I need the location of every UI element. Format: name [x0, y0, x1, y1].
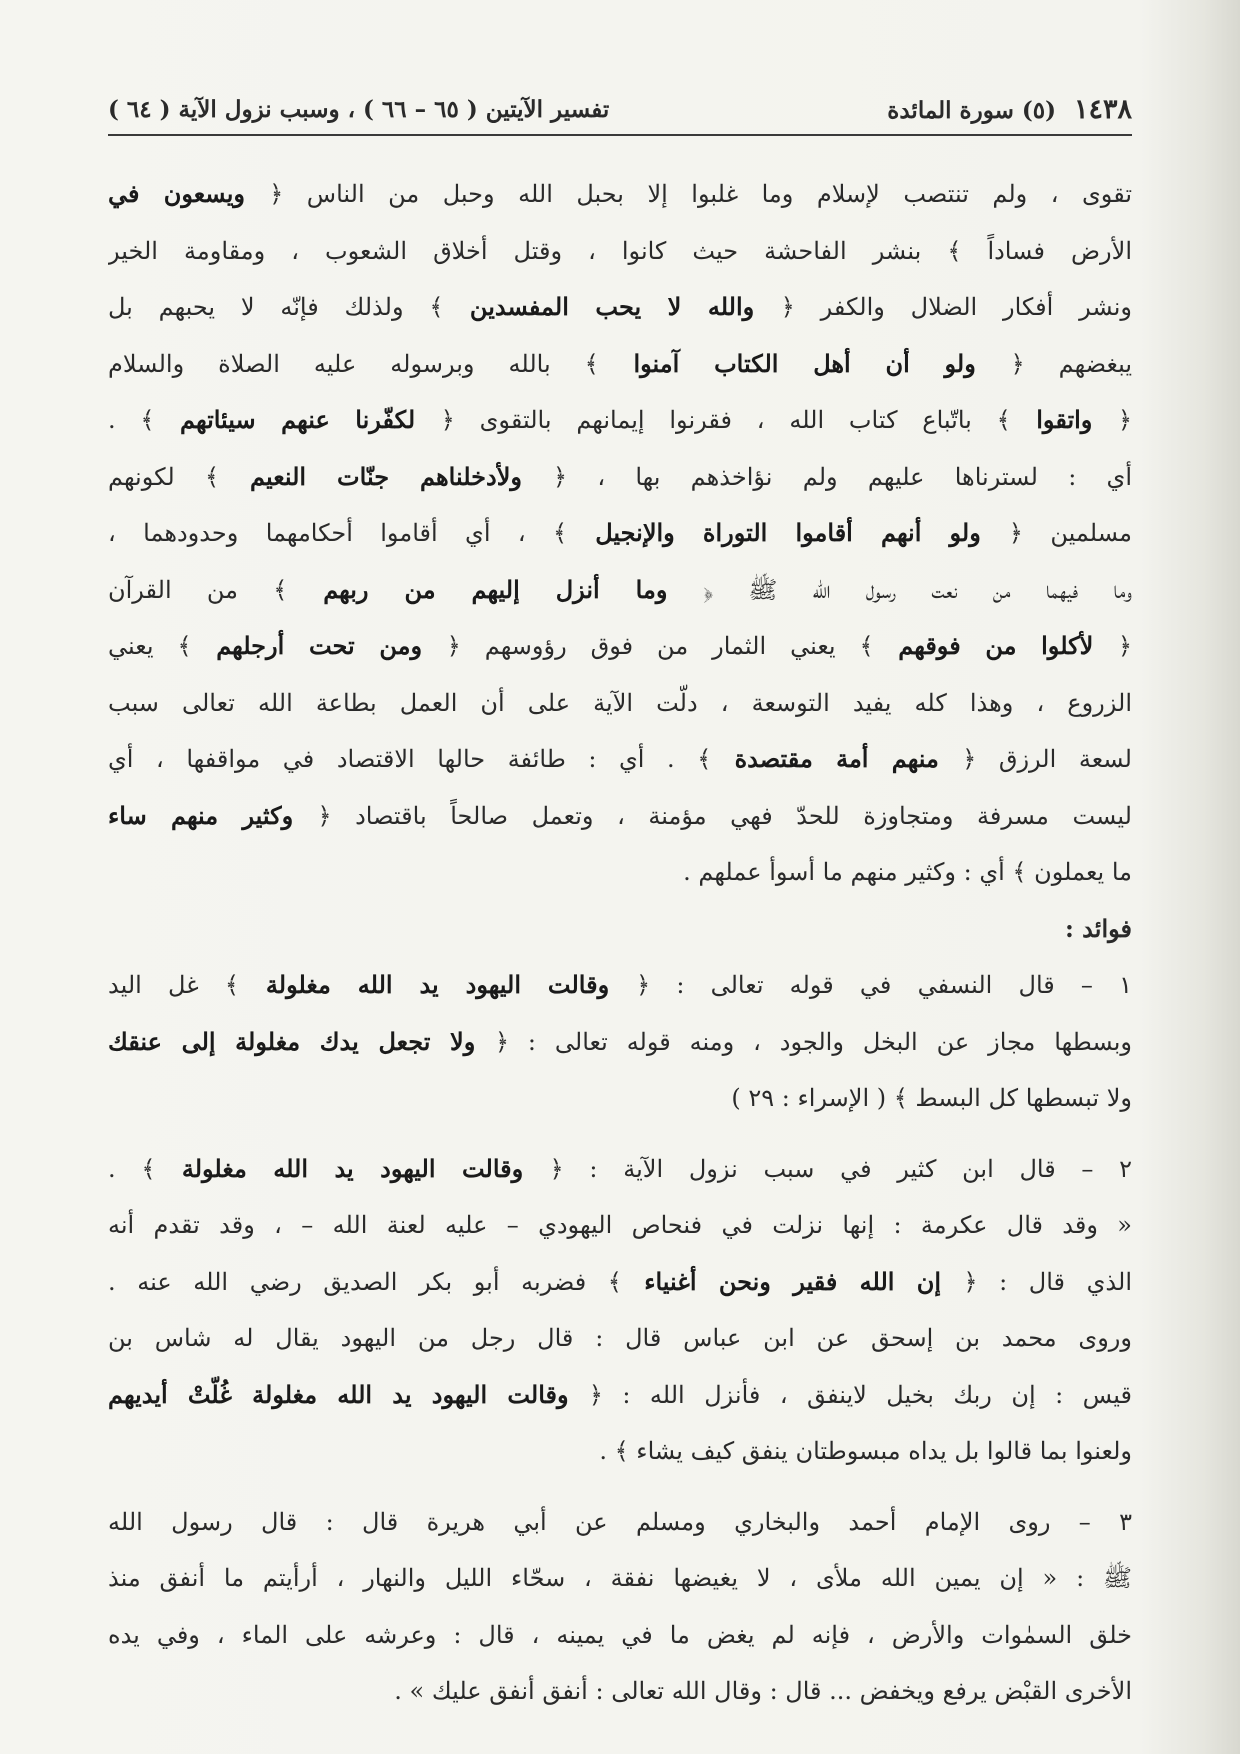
section-heading: فوائد :	[1064, 913, 1132, 943]
text-line: وروى محمد بن إسحق عن ابن عباس قال : قال رجل من اليهود يقال له شاس بن	[108, 1324, 1132, 1352]
page-number: ١٤٣٨	[1073, 93, 1132, 125]
text-line: ﴿ لأكلوا من فوقهم ﴾ يعني الثمار من فوق رؤوسهم ﴿ ومن تحت أرجلهم ﴾ يعني	[108, 631, 1132, 660]
paragraph-gap	[108, 1127, 1132, 1141]
text-line: ﴿ واتقوا ﴾ باتّباع كتاب الله ، فقرنوا إيمانهم بالتقوى ﴿ لكفّرنا عنهم سيئاتهم ﴾ .	[108, 405, 1132, 434]
text-line: ونشر أفكار الضلال والكفر ﴿ والله لا يحب المفسدين ﴾ ولذلك فإنّه لا يحبهم بل	[108, 292, 1132, 321]
text-line: ٢ – قال ابن كثير في سبب نزول الآية : ﴿ وقالت اليهود يد الله مغلولة ﴾ .	[108, 1153, 1132, 1183]
text-line: وبسطها مجاز عن البخل والجود ، ومنه قوله تعالى : ﴿ ولا تجعل يدك مغلولة إلى عنقك	[108, 1026, 1132, 1056]
text-line: ولا تبسطها كل البسط ﴾ ( الإسراء : ٢٩ )	[731, 1084, 1132, 1112]
text-line: الأخرى القبْض يرفع ويخفض ... قال : وقال الله تعالى : أنفق أنفق عليك » .	[394, 1677, 1132, 1705]
text-line: وما فيهما من نعت رسول الله ﷺ ﴿ وما أنزل إليهم من ربهم ﴾ من القرآن	[108, 574, 1132, 604]
text-line: ﷺ : « إن يمين الله ملأى ، لا يغيضها نفقة ، سحّاء الليل والنهار ، أرأيتم ما أنفق منذ	[108, 1564, 1132, 1592]
text-line: ١ – قال النسفي في قوله تعالى : ﴿ وقالت اليهود يد الله مغلولة ﴾ غل اليد	[108, 970, 1132, 999]
text-line: ما يعملون ﴾ أي : وكثير منهم ما أسوأ عملهم .	[683, 858, 1132, 886]
text-line: « وقد قال عكرمة : إنها نزلت في فنحاص اليهودي – عليه لعنة الله – ، وقد تقدم أنه	[108, 1211, 1132, 1239]
header-right-group	[887, 94, 1132, 125]
text-line: الأرض فساداً ﴾ بنشر الفاحشة حيث كانوا ، وقتل أخلاق الشعوب ، ومقاومة الخير	[108, 236, 1132, 265]
text-line: قيس : إن ربك بخيل لاينفق ، فأنزل الله : ﴿ وقالت اليهود يد الله مغلولة غُلّتْ أيديهم	[108, 1379, 1132, 1409]
page-body	[108, 166, 1132, 1720]
page-header	[108, 84, 1132, 136]
surah-name: (٥) سورة المائدة	[887, 96, 1056, 124]
running-title: تفسير الآيتين ( ٦٥ – ٦٦ ) ، وسبب نزول الآية ( ٦٤ )	[108, 95, 610, 123]
text-line: خلق السمٰوات والأرض ، فإنه لم يغض ما في يمينه ، قال : وعرشه على الماء ، وفي يده	[108, 1620, 1132, 1649]
text-line: أي : لسترناها عليهم ولم نؤاخذهم بها ، ﴿ ولأدخلناهم جنّات النعيم ﴾ لكونهم	[108, 461, 1132, 491]
paragraph-gap	[108, 1480, 1132, 1494]
text-line: الزروع ، وهذا كله يفيد التوسعة ، دلّت الآية على أن العمل بطاعة الله تعالى سبب	[108, 688, 1132, 717]
text-line: لسعة الرزق ﴿ منهم أمة مقتصدة ﴾ . أي : طائفة حالها الاقتصاد في مواقفها ، أي	[108, 744, 1132, 773]
text-line: تقوى ، ولم تنتصب لإسلام وما غلبوا إلا بحبل الله وحبل من الناس ﴿ ويسعون في	[108, 179, 1132, 208]
text-line: ٣ – روى الإمام أحمد والبخاري ومسلم عن أبي هريرة قال : قال رسول الله	[108, 1507, 1132, 1536]
text-line: ليست مسرفة ومتجاوزة للحدّ فهي مؤمنة ، وتعمل صالحاً باقتصاد ﴿ وكثير منهم ساء	[108, 800, 1132, 830]
text-line: يبغضهم ﴿ ولو أن أهل الكتاب آمنوا ﴾ بالله وبرسوله عليه الصلاة والسلام	[108, 348, 1132, 378]
text-line: ولعنوا بما قالوا بل يداه مبسوطتان ينفق كيف يشاء ﴾ .	[599, 1437, 1132, 1465]
text-line: مسلمين ﴿ ولو أنهم أقاموا التوراة والإنجيل ﴾ ، أي أقاموا أحكامهما وحدودهما ،	[108, 518, 1132, 547]
text-line: الذي قال : ﴿ إن الله فقير ونحن أغنياء ﴾ فضربه أبو بكر الصديق رضي الله عنه .	[108, 1266, 1132, 1296]
